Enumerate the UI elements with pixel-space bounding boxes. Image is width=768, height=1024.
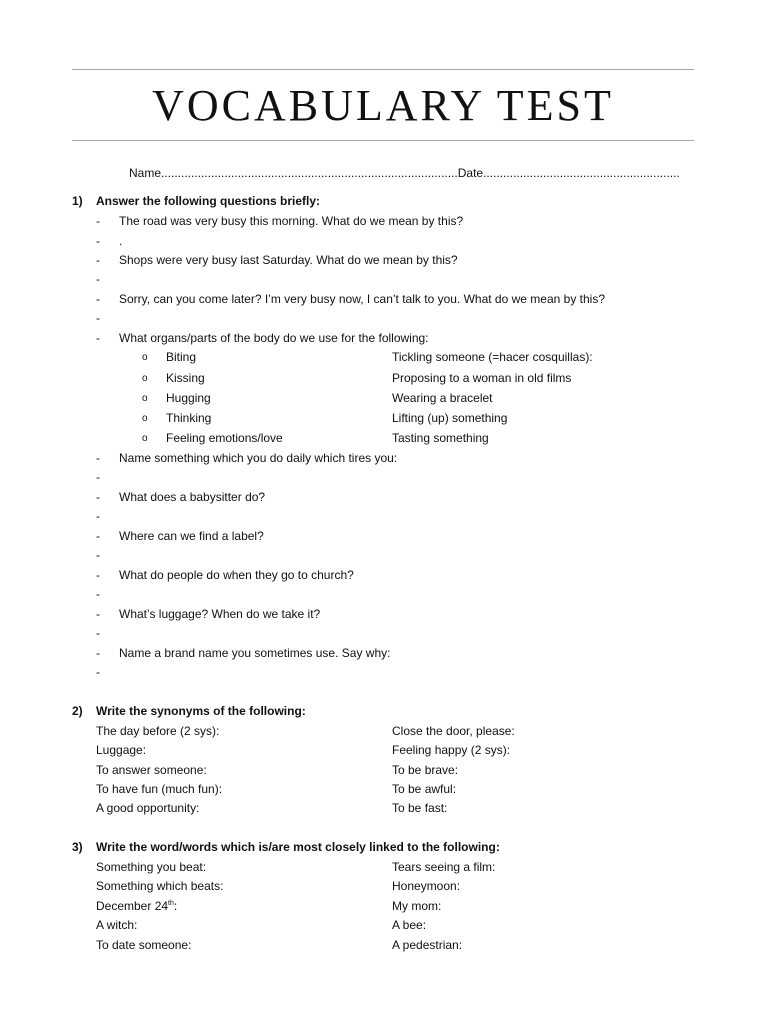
- top-rule: [72, 69, 694, 70]
- bullet-marker: o: [142, 393, 148, 404]
- linked-word-item: Something you beat:: [96, 860, 207, 874]
- question-road: The road was very busy this morning. What do we mean by this?: [119, 214, 464, 228]
- dash-marker: -: [96, 451, 100, 465]
- dash-marker: -: [96, 548, 100, 562]
- dash-marker: -: [96, 665, 100, 679]
- question-babysitter: What does a babysitter do?: [119, 490, 266, 504]
- dash-marker: -: [96, 509, 100, 523]
- organ-item-right: Wearing a bracelet: [392, 391, 493, 405]
- synonym-item: To have fun (much fun):: [96, 782, 223, 796]
- dash-marker: -: [96, 626, 100, 640]
- linked-word-item: A witch:: [96, 918, 138, 932]
- name-date-line: Name.........................................................................................Date...........................................................: [129, 166, 680, 180]
- title-bottom-rule: [72, 140, 694, 141]
- linked-word-item: Something which beats:: [96, 879, 224, 893]
- bullet-marker: o: [142, 433, 148, 444]
- synonym-item: A good opportunity:: [96, 801, 200, 815]
- question-daily: Name something which you do daily which tires you:: [119, 451, 398, 465]
- section-2-heading: Write the synonyms of the following:: [96, 704, 306, 718]
- dash-marker: -: [96, 272, 100, 286]
- organ-item-right: Lifting (up) something: [392, 411, 508, 425]
- page-title: VOCABULARY TEST: [152, 81, 614, 130]
- synonym-item: To be brave:: [392, 763, 459, 777]
- dash-marker: -: [96, 607, 100, 621]
- section-1-heading: Answer the following questions briefly:: [96, 194, 321, 208]
- linked-word-item: My mom:: [392, 899, 442, 913]
- section-2-number: 2): [72, 704, 83, 718]
- synonym-item: The day before (2 sys):: [96, 724, 220, 738]
- synonym-item: To be awful:: [392, 782, 457, 796]
- ordinal-suffix: th: [168, 900, 174, 907]
- question-shops: Shops were very busy last Saturday. What do we mean by this?: [119, 253, 458, 267]
- synonym-item: Luggage:: [96, 743, 147, 757]
- dash-marker: -: [96, 568, 100, 582]
- december-colon: :: [173, 899, 178, 913]
- dash-marker: -: [96, 331, 100, 345]
- question-label: Where can we find a label?: [119, 529, 264, 543]
- dash-marker: -: [96, 311, 100, 325]
- section-3-heading: Write the word/words which is/are most closely linked to the following:: [96, 840, 500, 854]
- dash-marker: -: [96, 234, 100, 248]
- dash-marker: -: [96, 214, 100, 228]
- organ-item: Kissing: [166, 371, 205, 385]
- dash-marker: -: [96, 529, 100, 543]
- section-1-number: 1): [72, 194, 83, 208]
- synonym-item: To be fast:: [392, 801, 448, 815]
- question-brand: Name a brand name you sometimes use. Say why:: [119, 646, 391, 660]
- question-luggage: What’s luggage? When do we take it?: [119, 607, 321, 621]
- organ-item-right: Tasting something: [392, 431, 489, 445]
- organ-item: Thinking: [166, 411, 212, 425]
- section-3-number: 3): [72, 840, 83, 854]
- organ-item-right: Tickling someone (=hacer cosquillas):: [392, 350, 593, 364]
- synonym-item: To answer someone:: [96, 763, 207, 777]
- linked-word-item-december: [96, 899, 177, 914]
- synonym-item: Close the door, please:: [392, 724, 515, 738]
- question-church: What do people do when they go to church?: [119, 568, 354, 582]
- bullet-marker: o: [142, 373, 148, 384]
- question-sorry: Sorry, can you come later? I’m very busy now, I can’t talk to you. What do we mean by this?: [119, 292, 605, 306]
- dash-marker: -: [96, 292, 100, 306]
- organ-item: Feeling emotions/love: [166, 431, 283, 445]
- dash-marker: -: [96, 646, 100, 660]
- linked-word-item: A pedestrian:: [392, 938, 463, 952]
- dash-marker: -: [96, 470, 100, 484]
- question-organs: What organs/parts of the body do we use for the following:: [119, 331, 429, 345]
- bullet-marker: o: [142, 352, 148, 363]
- dash-marker: -: [96, 587, 100, 601]
- organ-item-right: Proposing to a woman in old films: [392, 371, 572, 385]
- linked-word-item: A bee:: [392, 918, 427, 932]
- linked-word-item: Honeymoon:: [392, 879, 461, 893]
- dash-marker: -: [96, 490, 100, 504]
- linked-word-item: Tears seeing a film:: [392, 860, 496, 874]
- december-text: December 24: [96, 899, 169, 913]
- answer-blank-dot: .: [119, 234, 123, 248]
- linked-word-item: To date someone:: [96, 938, 192, 952]
- bullet-marker: o: [142, 413, 148, 424]
- dash-marker: -: [96, 253, 100, 267]
- synonym-item: Feeling happy (2 sys):: [392, 743, 511, 757]
- organ-item: Hugging: [166, 391, 211, 405]
- organ-item: Biting: [166, 350, 197, 364]
